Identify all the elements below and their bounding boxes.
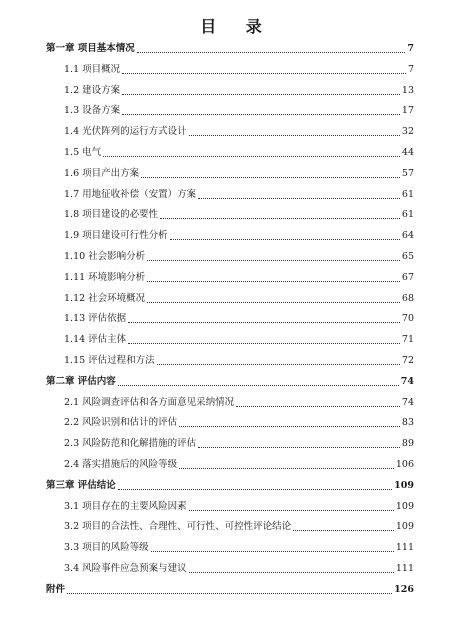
toc-entry-page-number: 64 (401, 230, 414, 242)
dot-leader (198, 446, 400, 448)
toc-entry-page-number: 74 (401, 396, 414, 408)
dot-leader (151, 550, 394, 552)
dot-leader (189, 509, 394, 511)
dot-leader (179, 425, 400, 427)
toc-entry-label: 1.14 评估主体 (64, 334, 127, 346)
dot-leader (122, 93, 400, 95)
toc-entry-label: 1.12 社会环境概况 (64, 292, 146, 304)
toc-entry-label: 1.4 光伏阵列的运行方式设计 (64, 126, 187, 138)
dot-leader (141, 176, 400, 178)
dot-leader (147, 301, 400, 303)
toc-section-entry[interactable] (64, 437, 414, 451)
toc-section-entry[interactable] (64, 292, 414, 306)
toc-section-entry[interactable] (64, 396, 414, 410)
dot-leader (128, 342, 400, 344)
dot-leader (122, 72, 406, 74)
toc-chapter-entry[interactable] (46, 583, 414, 597)
toc-entry-label: 第二章 评估内容 (46, 375, 116, 387)
toc-entry-label: 1.11 环境影响分析 (64, 271, 146, 283)
toc-entry-page-number: 17 (401, 105, 414, 117)
toc-entry-label: 3.1 项目存在的主要风险因素 (64, 500, 187, 512)
toc-entry-page-number: 61 (401, 188, 414, 200)
toc-section-entry[interactable] (64, 250, 414, 264)
toc-entry-page-number: 61 (401, 209, 414, 221)
toc-entry-label: 1.6 项目产出方案 (64, 167, 140, 179)
toc-section-entry[interactable] (64, 84, 414, 98)
dot-leader (128, 321, 400, 323)
toc-entry-page-number: 71 (401, 334, 414, 346)
toc-section-entry[interactable] (64, 562, 414, 576)
toc-chapter-entry[interactable] (46, 479, 414, 493)
toc-entry-label: 第一章 项目基本情况 (46, 43, 135, 54)
toc-chapter-entry[interactable] (46, 42, 414, 56)
dot-leader (137, 51, 406, 53)
dot-leader (67, 592, 392, 594)
toc-entry-page-number: 126 (394, 583, 414, 595)
toc-entry-page-number: 83 (401, 417, 414, 429)
toc-section-entry[interactable] (64, 541, 414, 555)
toc-entry-label: 1.15 评估过程和方法 (64, 355, 155, 366)
dot-leader (147, 280, 400, 282)
toc-entry-page-number: 89 (401, 438, 414, 450)
toc-entry-page-number: 109 (395, 500, 414, 512)
toc-entry-page-number: 109 (394, 479, 414, 491)
toc-section-entry[interactable] (64, 104, 414, 118)
toc-entry-label: 3.4 风险事件应急预案与建议 (64, 563, 187, 574)
toc-entry-label: 1.3 设备方案 (64, 105, 121, 117)
dot-leader (157, 363, 400, 365)
toc-entry-page-number: 65 (401, 251, 414, 262)
toc-entry-label: 1.2 建设方案 (64, 84, 121, 96)
toc-entry-page-number: 13 (401, 84, 414, 96)
toc-entry-page-number: 68 (401, 292, 414, 304)
toc-entry-label: 1.1 项目概况 (64, 63, 121, 75)
toc-entry-page-number: 7 (407, 63, 414, 75)
toc-title: 目 录 (200, 17, 274, 36)
toc-entry-page-number: 111 (395, 542, 414, 554)
toc-section-entry[interactable] (64, 167, 414, 181)
dot-leader (122, 113, 400, 115)
toc-section-entry[interactable] (64, 188, 414, 202)
toc-entry-page-number: 109 (395, 521, 414, 533)
toc-section-entry[interactable] (64, 271, 414, 285)
toc-entry-page-number: 106 (395, 459, 414, 470)
toc-entry-label: 2.2 风险识别和估计的评估 (64, 417, 178, 429)
toc-section-entry[interactable] (64, 354, 414, 368)
toc-chapter-entry[interactable] (46, 375, 414, 389)
toc-entry-page-number: 74 (400, 375, 414, 387)
toc-entry-label: 1.13 评估依据 (64, 313, 127, 325)
toc-entry-page-number: 111 (395, 563, 414, 574)
toc-entry-page-number: 32 (401, 126, 414, 138)
toc-section-entry[interactable] (64, 312, 414, 326)
toc-section-entry[interactable] (64, 333, 414, 347)
toc-entry-label: 附件 (46, 583, 66, 595)
toc-entry-label: 第三章 评估结论 (46, 479, 116, 491)
toc-entry-page-number: 44 (401, 147, 414, 158)
toc-section-entry[interactable] (64, 125, 414, 139)
toc-entry-label: 1.7 用地征收补偿（安置）方案 (64, 188, 197, 200)
toc-section-entry[interactable] (64, 416, 414, 430)
toc-entry-label: 1.5 电气 (64, 147, 102, 158)
dot-leader (170, 238, 400, 240)
toc-entry-page-number: 67 (401, 271, 414, 283)
dot-leader (189, 571, 394, 573)
dot-leader (179, 467, 394, 469)
toc-entry-page-number: 70 (401, 313, 414, 325)
dot-leader (293, 529, 394, 531)
toc-entry-label: 2.4 落实措施后的风险等级 (64, 459, 178, 470)
toc-section-entry[interactable] (64, 208, 414, 222)
dot-leader (147, 259, 400, 261)
toc-section-entry[interactable] (64, 229, 414, 243)
toc-section-entry[interactable] (64, 458, 414, 472)
toc-entry-label: 2.3 风险防范和化解措施的评估 (64, 438, 197, 450)
dot-leader (198, 197, 400, 199)
toc-section-entry[interactable] (64, 500, 414, 514)
dot-leader (160, 217, 400, 219)
toc-entry-label: 1.8 项目建设的必要性 (64, 209, 159, 221)
toc-entry-label: 1.10 社会影响分析 (64, 251, 146, 262)
toc-section-entry[interactable] (64, 146, 414, 160)
dot-leader (118, 488, 392, 490)
toc-entry-page-number: 7 (407, 43, 414, 54)
toc-section-entry[interactable] (64, 63, 414, 77)
dot-leader (118, 384, 399, 386)
dot-leader (236, 405, 400, 407)
toc-entry-page-number: 57 (401, 167, 414, 179)
toc-entry-label: 3.2 项目的合法性、合理性、可行性、可控性评论结论 (64, 521, 292, 533)
toc-entry-label: 3.3 项目的风险等级 (64, 542, 149, 554)
toc-entry-page-number: 72 (401, 355, 414, 366)
toc-entry-label: 1.9 项目建设可行性分析 (64, 230, 168, 242)
dot-leader (189, 134, 400, 136)
dot-leader (103, 155, 400, 157)
toc-entry-label: 2.1 风险调查评估和各方面意见采纳情况 (64, 396, 235, 408)
toc-section-entry[interactable] (64, 520, 414, 534)
